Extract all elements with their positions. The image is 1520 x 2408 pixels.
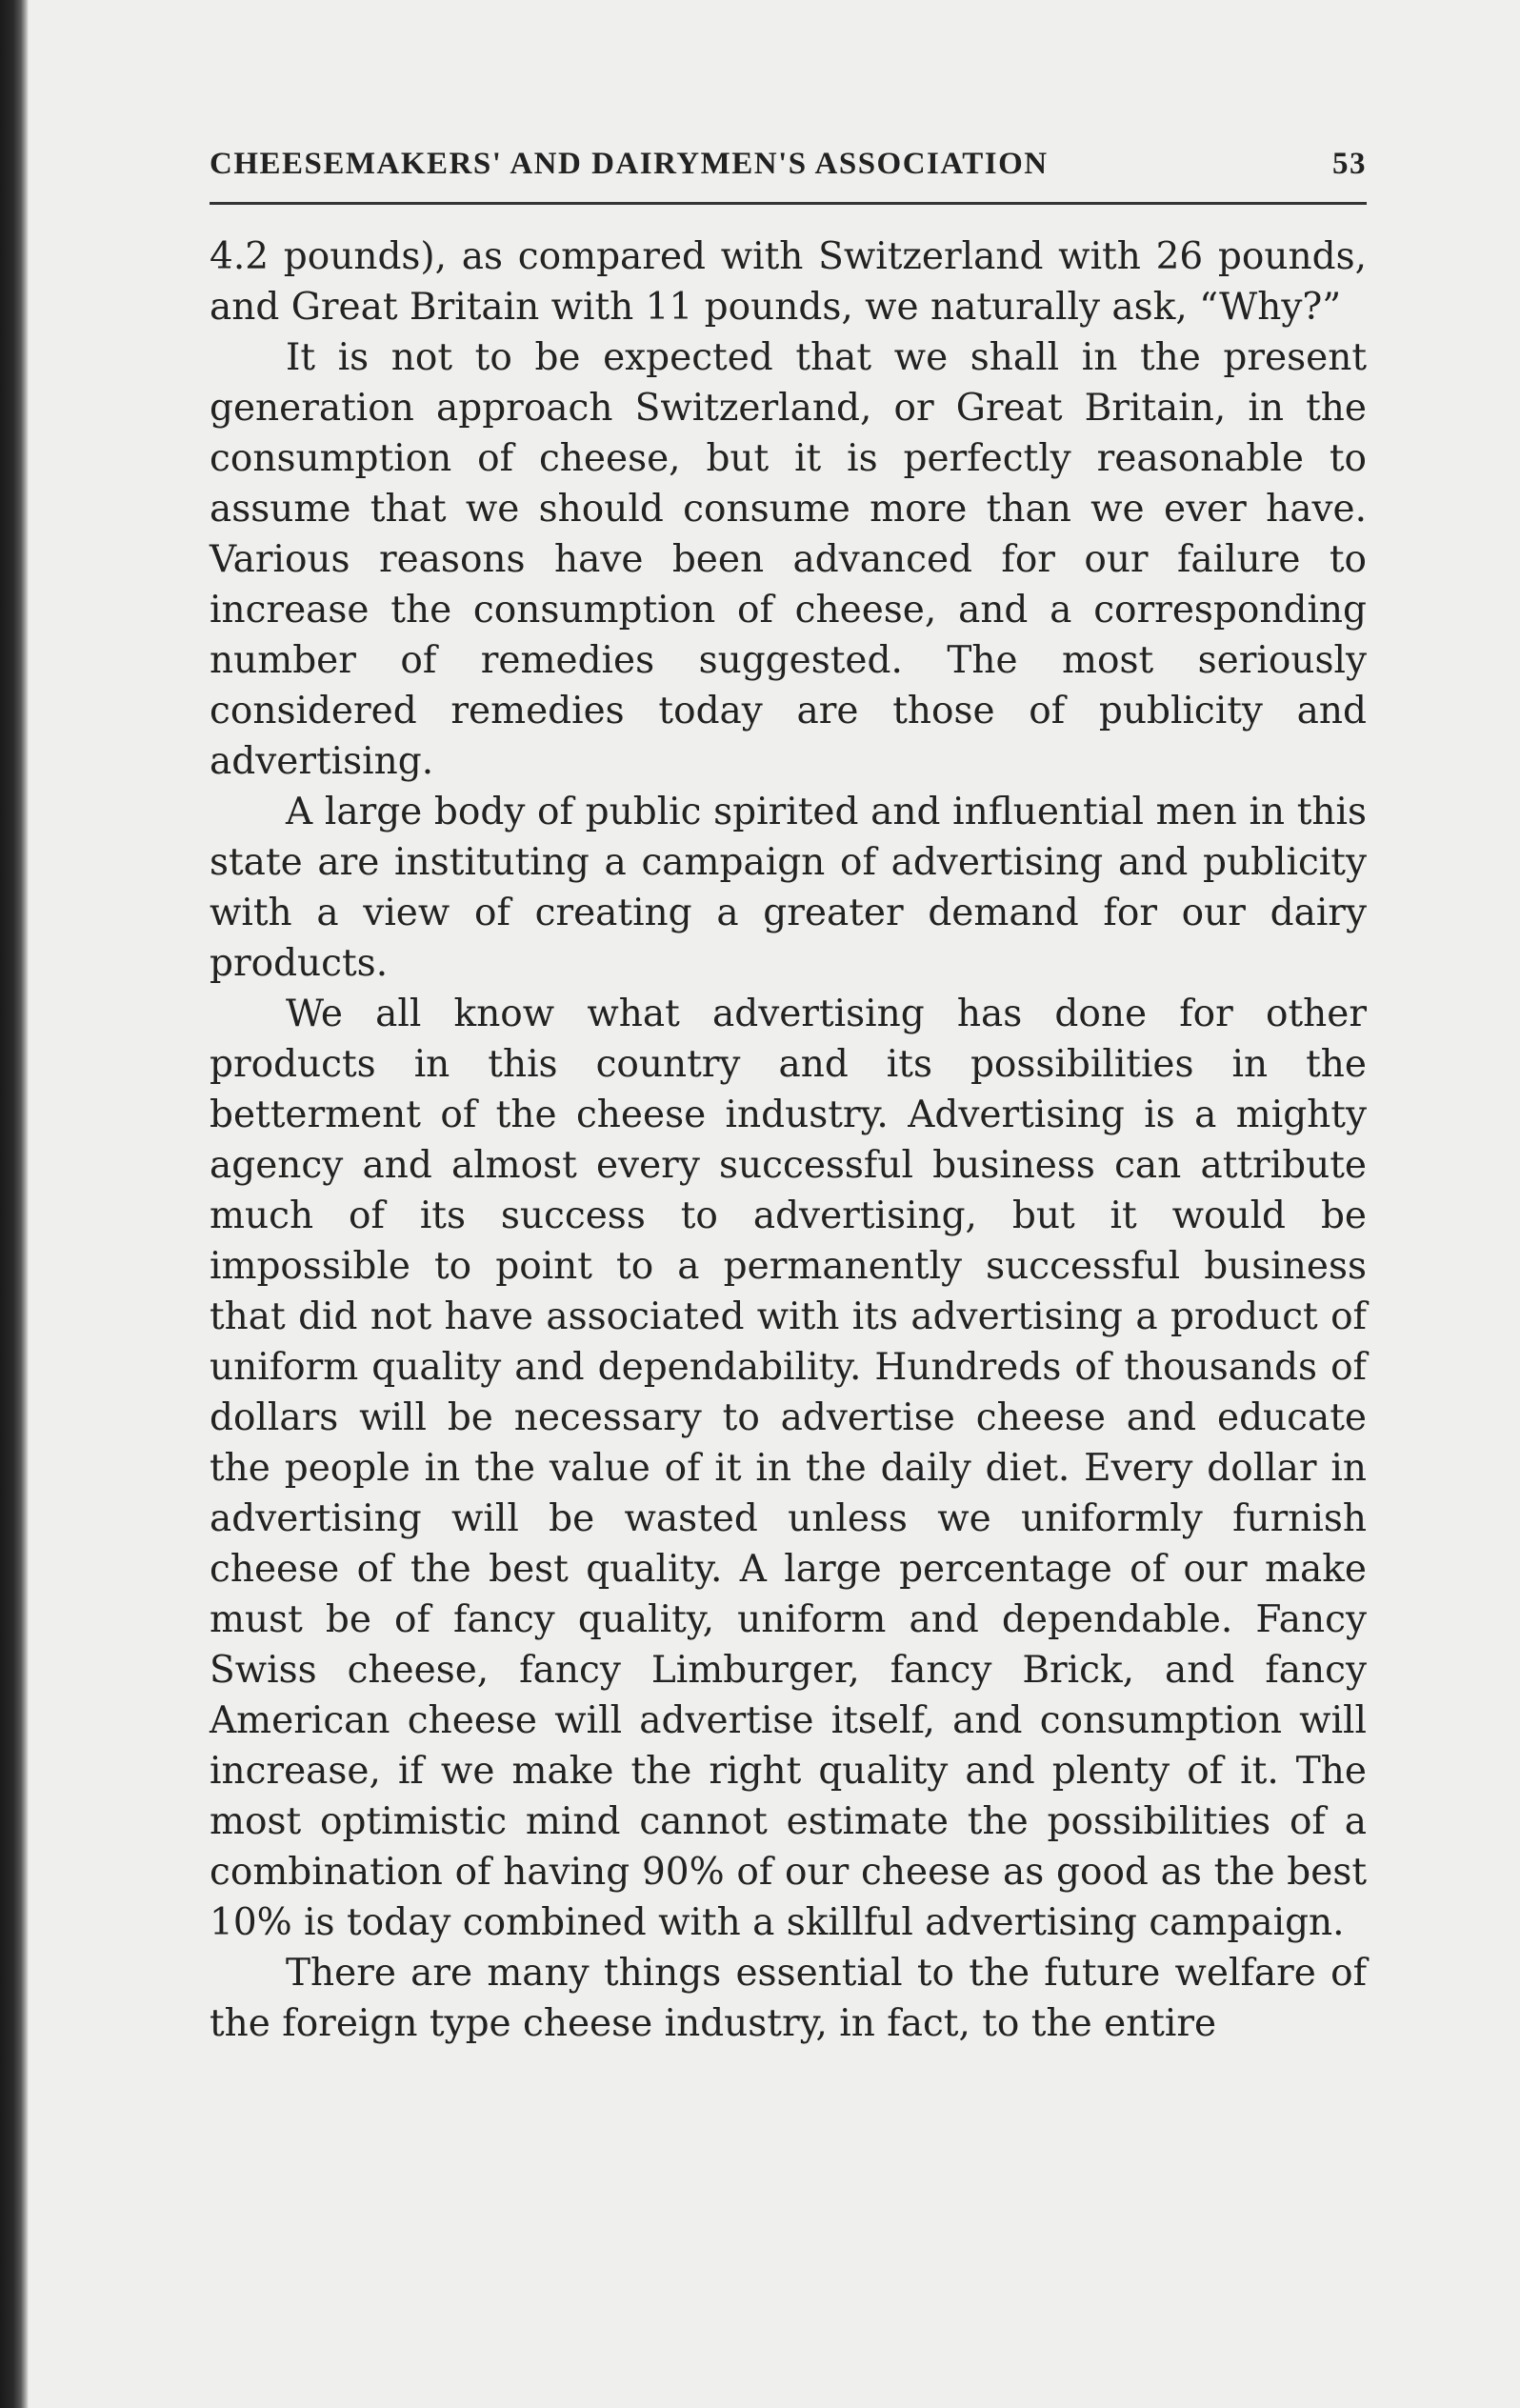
paragraph-4: We all know what advertising has done for other products in this country and its possibilities in the betterment of the cheese industry. Advertising is a mighty agency and almost every successful business can attribute much of its success to advertising, but it would be impossible to point to a permanently successful business that did not have associated with its advertising a product of uniform quality and dependability. Hundreds of thousands of dollars will be necessary to advertise cheese and educate the people in the value of it in the daily diet. Every dollar in advertising will be wasted unless we uniformly furnish cheese of the best quality. A large percentage of our make must be of fancy quality, uniform and dependable. Fancy Swiss cheese, fancy Limburger, fancy Brick, and fancy American cheese will advertise itself, and consumption will increase, if we make the right quality and plenty of it. The most optimistic mind cannot estimate the possibilities of a combination of having 90% of our cheese as good as the best 10% is today combined with a skillful advertising campaign. <box>210 993 1367 1944</box>
paragraph-2: It is not to be expected that we shall in the present generation approach Switzerland, or Great Britain, in the consumption of cheese, but it is perfectly reasonable to assume that we should consume more than we ever have. Various reasons have been advanced for our failure to increase the consumption of cheese, and a corresponding number of remedies suggested. The most seriously considered remedies today are those of publicity and advertising. <box>210 336 1367 783</box>
book-page <box>210 133 1367 2049</box>
running-title: CHEESEMAKERS' AND DAIRYMEN'S ASSOCIATION <box>210 147 1049 181</box>
book-spine-shadow <box>0 0 29 2408</box>
paragraph-1-continued: 4.2 pounds), as compared with Switzerland with 26 pounds, and Great Britain with 11 pounds, we naturally ask, “Why?” <box>210 235 1367 329</box>
paragraph-5: There are many things essential to the future welfare of the foreign type cheese industry, in fact, to the entire <box>210 1952 1367 2045</box>
body-text <box>210 231 1367 2049</box>
page-number: 53 <box>1332 147 1367 181</box>
paragraph-3: A large body of public spirited and influential men in this state are instituting a campaign of advertising and publicity with a view of creating a greater demand for our dairy products. <box>210 791 1367 985</box>
running-header <box>210 133 1367 205</box>
